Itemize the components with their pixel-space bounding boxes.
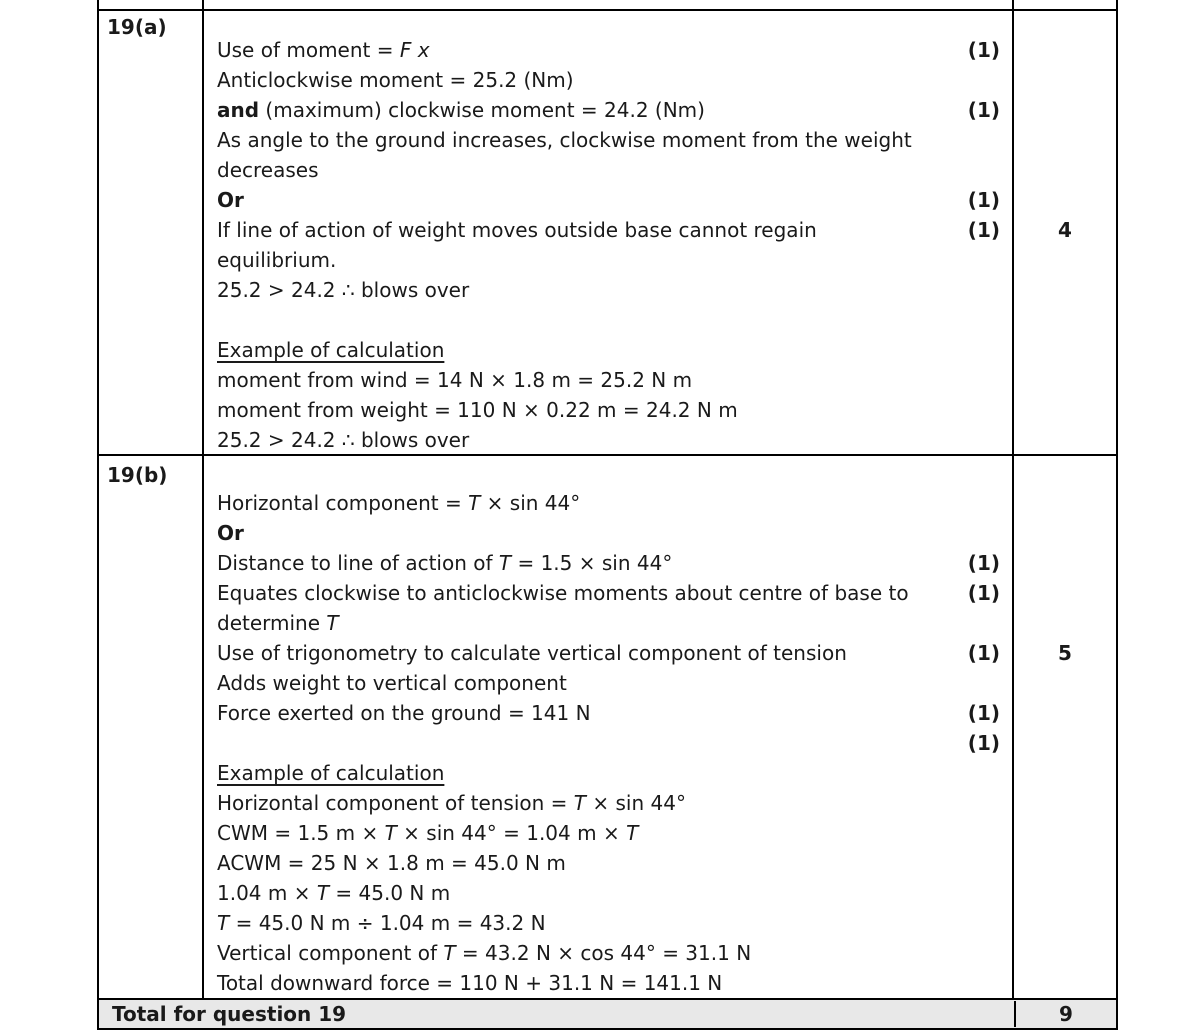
answer-line-text: 25.2 > 24.2 ∴ blows over: [217, 278, 470, 302]
answer-line: [217, 518, 1000, 548]
answer-line-text: Equates clockwise to anticlockwise moments about centre of base to: [217, 581, 909, 605]
marks-cell: [1014, 456, 1116, 998]
partial-question-cell: [99, 0, 204, 9]
total-marks: 9: [1059, 1002, 1073, 1026]
answer-line-text: Horizontal component = T × sin 44°: [217, 491, 581, 515]
table-row-19b: [99, 456, 1116, 1000]
mark-point: (1): [967, 38, 1000, 62]
mark-point: (1): [967, 731, 1000, 755]
answer-line: [217, 275, 1000, 305]
question-number-cell: [99, 11, 204, 454]
answer-line: [217, 638, 1000, 668]
answer-line-text: Anticlockwise moment = 25.2 (Nm): [217, 68, 574, 92]
mark-scheme-table: [97, 0, 1118, 1030]
answer-line: [217, 125, 1000, 155]
answer-line: [217, 668, 1000, 698]
answer-line: [217, 968, 1000, 998]
answer-line-text: Example of calculation: [217, 761, 445, 785]
mark-point: (1): [967, 641, 1000, 665]
question-number-cell: [99, 456, 204, 998]
answer-line: [217, 395, 1000, 425]
total-label-cell: [99, 1001, 1016, 1027]
answer-line-text: Horizontal component of tension = T × sin 44°: [217, 791, 686, 815]
answer-line: [217, 728, 1000, 758]
answer-line: [217, 305, 1000, 335]
answer-line-text: Use of trigonometry to calculate vertical component of tension: [217, 641, 847, 665]
answer-line-text: moment from weight = 110 N × 0.22 m = 24.2 N m: [217, 398, 738, 422]
answer-line: [217, 155, 1000, 185]
answer-line-text: CWM = 1.5 m × T × sin 44° = 1.04 m × T: [217, 821, 639, 845]
answer-line-text: T = 45.0 N m ÷ 1.04 m = 43.2 N: [217, 911, 546, 935]
answer-line: [217, 578, 1000, 608]
answer-line-text: Example of calculation: [217, 338, 445, 362]
answer-line-text: ACWM = 25 N × 1.8 m = 45.0 N m: [217, 851, 566, 875]
answer-line-text: moment from wind = 14 N × 1.8 m = 25.2 N m: [217, 368, 693, 392]
answer-line: [217, 185, 1000, 215]
answer-line: [217, 245, 1000, 275]
mark-point: (1): [967, 701, 1000, 725]
answer-line-text: Adds weight to vertical component: [217, 671, 567, 695]
total-marks-cell: [1016, 1001, 1116, 1027]
answer-line-text: Or: [217, 521, 244, 545]
total-row: [99, 1000, 1116, 1028]
answer-line: [217, 938, 1000, 968]
answer-cell: [204, 456, 1014, 998]
mark-point: (1): [967, 98, 1000, 122]
answer-line-text: determine T: [217, 611, 339, 635]
answer-line: [217, 818, 1000, 848]
mark-point: (1): [967, 551, 1000, 575]
answer-cell: [204, 11, 1014, 454]
answer-line: [217, 425, 1000, 455]
total-label: Total for question 19: [112, 1002, 347, 1026]
answer-line: [217, 35, 1000, 65]
answer-line: [217, 548, 1000, 578]
answer-line: [217, 698, 1000, 728]
answer-line-text: decreases: [217, 158, 319, 182]
answer-line: [217, 215, 1000, 245]
question-number: 19(a): [107, 15, 167, 39]
answer-line: [217, 365, 1000, 395]
mark-point: (1): [967, 188, 1000, 212]
answer-line: [217, 95, 1000, 125]
table-row-19a: [99, 11, 1116, 456]
answer-line-text: As angle to the ground increases, clockwise moment from the weight: [217, 128, 912, 152]
partial-answer-cell: [204, 0, 1014, 9]
answer-line-text: Vertical component of T = 43.2 N × cos 44° = 31.1 N: [217, 941, 752, 965]
answer-line: [217, 488, 1000, 518]
mark-point: (1): [967, 218, 1000, 242]
question-number: 19(b): [107, 463, 168, 487]
answer-line-text: Total downward force = 110 N + 31.1 N = 141.1 N: [217, 971, 723, 995]
mark-point: (1): [967, 581, 1000, 605]
answer-line-text: Force exerted on the ground = 141 N: [217, 701, 591, 725]
answer-line-text: If line of action of weight moves outside base cannot regain: [217, 218, 817, 242]
answer-line: [217, 908, 1000, 938]
answer-line: [217, 788, 1000, 818]
answer-line-text: Or: [217, 188, 244, 212]
partial-marks-cell: [1014, 0, 1116, 9]
answer-line-text: 25.2 > 24.2 ∴ blows over: [217, 428, 470, 452]
answer-line-text: equilibrium.: [217, 248, 337, 272]
answer-line: [217, 758, 1000, 788]
marks-cell: [1014, 11, 1116, 454]
marks-total: 5: [1058, 641, 1072, 665]
answer-line-text: Use of moment = F x: [217, 38, 430, 62]
answer-line: [217, 335, 1000, 365]
answer-line: [217, 878, 1000, 908]
table-row-partial-top: [99, 0, 1116, 11]
answer-line-text: 1.04 m × T = 45.0 N m: [217, 881, 451, 905]
marks-total: 4: [1058, 218, 1072, 242]
answer-line: [217, 848, 1000, 878]
answer-line: [217, 65, 1000, 95]
answer-line: [217, 608, 1000, 638]
answer-line-text: and (maximum) clockwise moment = 24.2 (Nm): [217, 98, 705, 122]
answer-line-text: Distance to line of action of T = 1.5 × sin 44°: [217, 551, 673, 575]
